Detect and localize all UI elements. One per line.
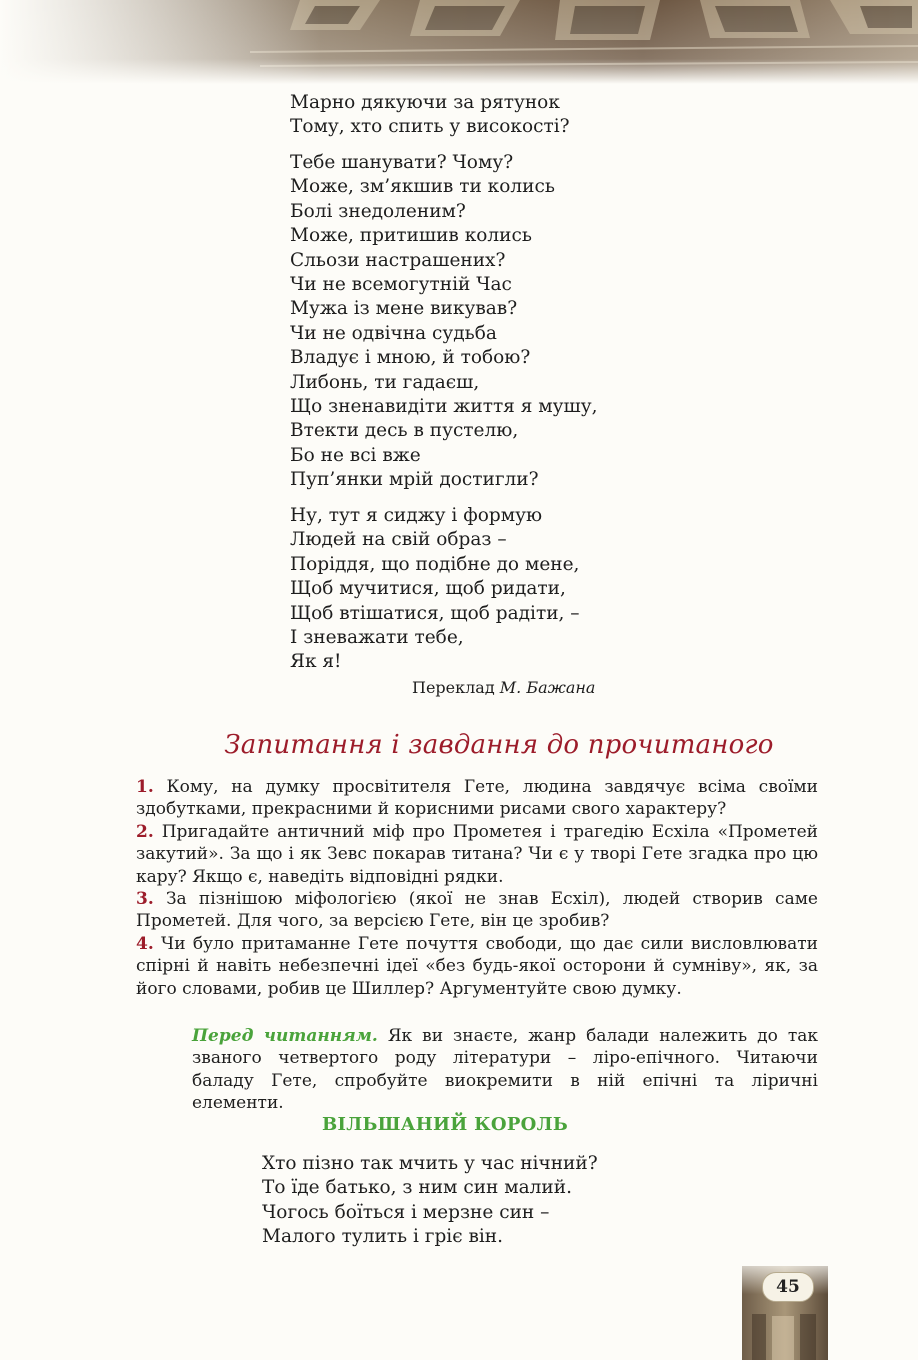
poem-line: Може, притишив колись: [290, 225, 532, 247]
question-number: 4.: [136, 933, 154, 954]
poem-line: Може, зм’якшив ти колись: [290, 176, 555, 198]
poem-line: Що зненавидіти життя я мушу,: [290, 396, 598, 418]
section-title: Запитання і завдання до прочитаного: [224, 730, 774, 760]
poem-line: Владує і мною, й тобою?: [290, 347, 531, 369]
poem-prometheus-ending: [290, 91, 570, 140]
question-item: [136, 821, 818, 888]
poem-line: Мужа із мене викував?: [290, 298, 518, 320]
question-text: Пригадайте античний міф про Прометея і трагедію Есхіла «Прометей закутий». За що і як Зевс покарав титана? Чи є у творі Гете згадка про цю кару? Якщо є, наведіть відповідні рядки.: [136, 821, 818, 887]
poem-line: Людей на свій образ –: [290, 529, 507, 551]
question-number: 3.: [136, 889, 154, 910]
ballad-line: Чогось боїться і мерзне син –: [262, 1201, 550, 1223]
credit-prefix: Переклад: [412, 678, 500, 697]
ballad-title: ВІЛЬШАНИЙ КОРОЛЬ: [322, 1114, 569, 1135]
credit-author: М. Бажана: [499, 678, 596, 697]
poem-line: Бо не всі вже: [290, 444, 421, 466]
question-text: За пізнішою міфологією (якої не знав Есхіл), людей створив саме Прометей. Для чого, за версією Гете, він це зробив?: [136, 889, 818, 932]
ballad-line: То їде батько, з ним син малий.: [262, 1177, 572, 1199]
question-text: Чи було притаманне Гете почуття свободи, що дає сили висловлювати спірні й навіть небезпечні ідеї «без будь-якої осторони й сумніву», як, за його словами, робив це Шиллер? Аргументуйте свою думку.: [136, 933, 818, 999]
question-number: 1.: [136, 777, 154, 797]
question-number: 2.: [136, 821, 154, 842]
poem-line: Щоб мучитися, щоб ридати,: [290, 578, 566, 600]
poem-stanza: [290, 504, 580, 675]
poem-line: Болі знедоленим?: [290, 200, 466, 222]
questions-list: [136, 776, 818, 1000]
poem-line: Ну, тут я сиджу і формую: [290, 505, 543, 526]
poem-line: Щоб втішатися, щоб радіти, –: [290, 602, 580, 624]
translation-credit: [412, 678, 595, 697]
poem-line: Сльози настрашених?: [290, 249, 506, 271]
poem-line: Тому, хто спить у високості?: [290, 116, 570, 138]
poem-line: Тебе шанувати? Чому?: [290, 152, 514, 173]
ballad-line: Хто пізно так мчить у час нічний?: [262, 1153, 598, 1174]
ballad-stanza: [262, 1152, 598, 1250]
poem-line: І зневажати тебе,: [290, 627, 464, 649]
header-ceiling-image: [0, 0, 918, 84]
poem-line: Чи не одвічна судьба: [290, 322, 497, 344]
poem-line: Поріддя, що подібне до мене,: [290, 553, 580, 575]
poem-stanza: [290, 91, 570, 140]
page-number: 45: [762, 1272, 814, 1302]
poem-stanza: [290, 151, 598, 493]
poem-line: Як я!: [290, 651, 342, 673]
question-item: [136, 888, 818, 933]
before-reading-lead: Перед читанням.: [192, 1026, 378, 1046]
question-item: [136, 933, 818, 1000]
before-reading-note: [192, 1025, 818, 1115]
poem-line: Чи не всемогутній Час: [290, 274, 512, 296]
poem-line: Марно дякуючи за рятунок: [290, 92, 560, 113]
question-item: [136, 776, 818, 821]
ballad-line: Малого тулить і гріє він.: [262, 1226, 503, 1248]
poem-line: Пуп’янки мрій достигли?: [290, 469, 539, 491]
poem-line: Втекти десь в пустелю,: [290, 420, 519, 442]
poem-line: Либонь, ти гадаєш,: [290, 371, 480, 393]
before-reading-text: Як ви знаєте, жанр балади належить до так званого четвертого роду літератури – ліро-епічного. Читаючи баладу Гете, спробуйте виокремити в ній епічні та ліричні елементи.: [192, 1026, 819, 1114]
question-text: Кому, на думку просвітителя Гете, людина завдячує всіма своїми здобутками, прекрасними й корисними рисами свого характеру?: [136, 777, 818, 820]
